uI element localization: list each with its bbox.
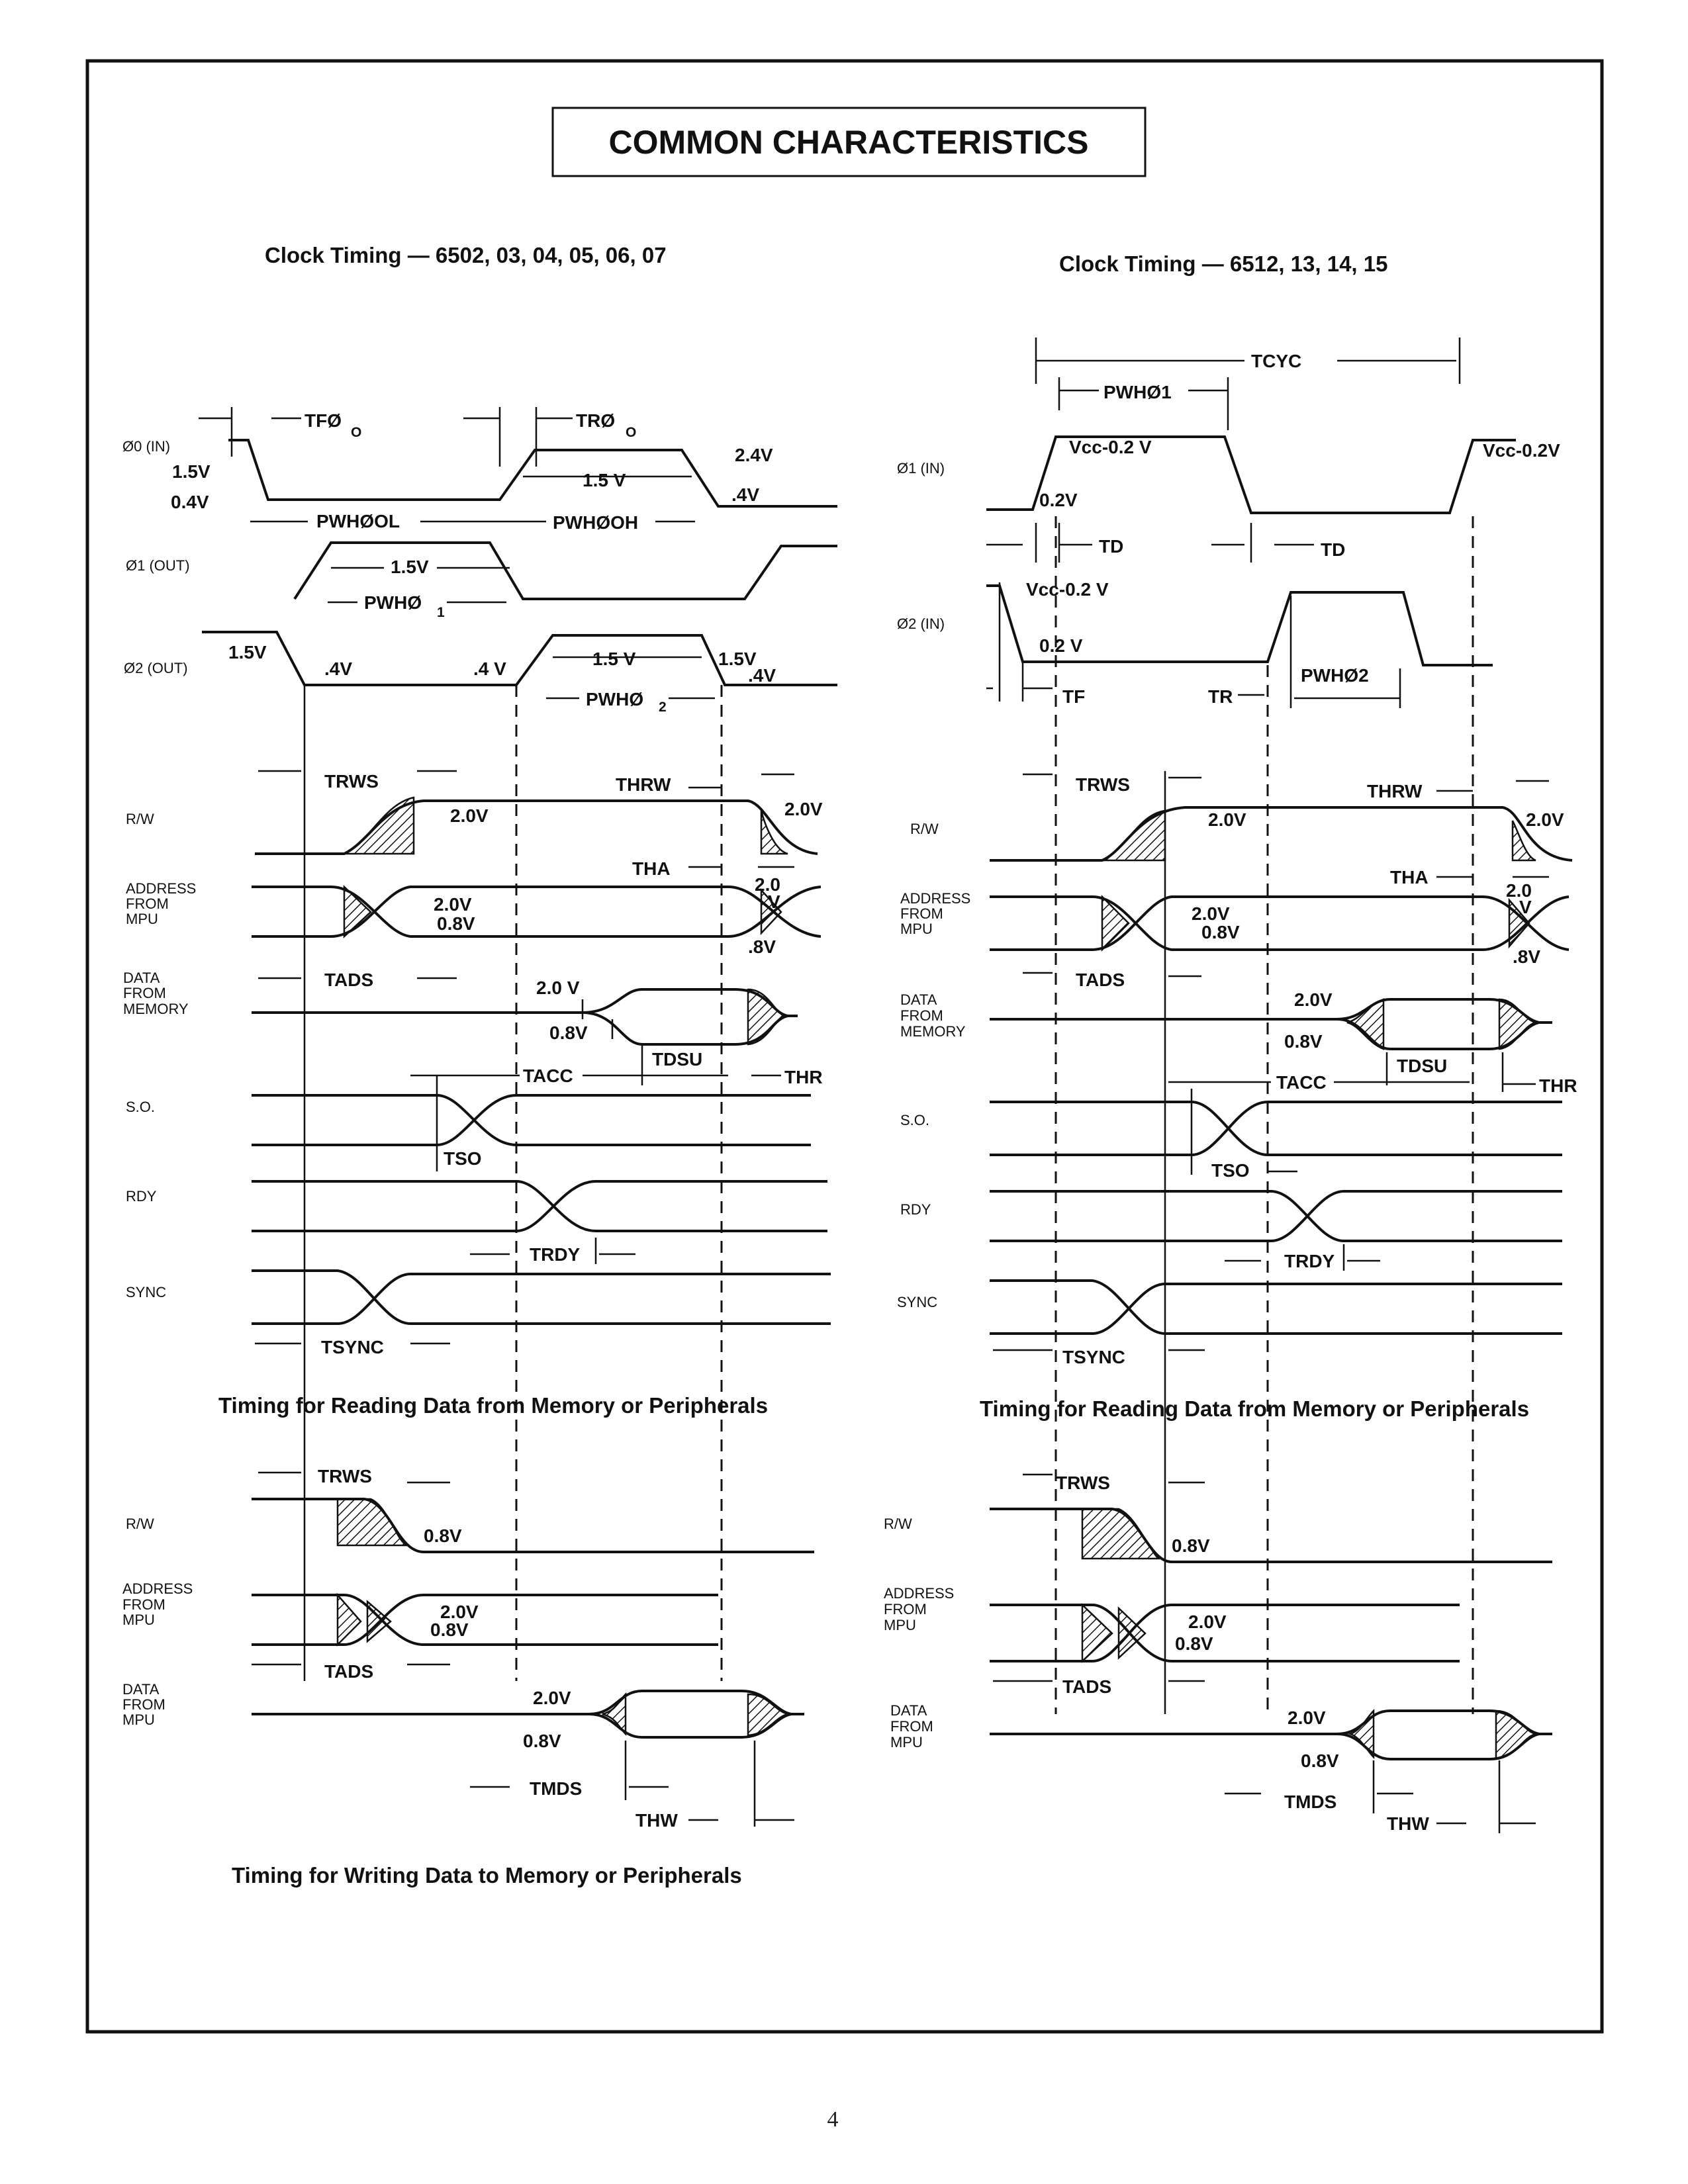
- left-read-section: [123, 771, 831, 1418]
- svg-text:2.0V: 2.0V: [1192, 903, 1230, 924]
- svg-text:2.4V: 2.4V: [735, 445, 773, 465]
- svg-text:.4V: .4V: [748, 665, 776, 686]
- signal-label-phi2-in: Ø2 (IN): [897, 615, 945, 632]
- svg-text:ADDRESS: ADDRESS: [122, 1580, 193, 1597]
- svg-text:ADDRESS: ADDRESS: [884, 1585, 955, 1602]
- svg-text:MPU: MPU: [122, 1711, 155, 1728]
- svg-text:Vcc-0.2 V: Vcc-0.2 V: [1069, 437, 1152, 457]
- svg-text:TRDY: TRDY: [1284, 1251, 1335, 1271]
- signal-label-phi1-out: Ø1 (OUT): [126, 557, 190, 574]
- svg-text:MEMORY: MEMORY: [123, 1001, 189, 1017]
- svg-text:0.4V: 0.4V: [171, 492, 209, 512]
- svg-text:1.5V: 1.5V: [228, 642, 267, 662]
- svg-text:TRWS: TRWS: [318, 1466, 372, 1486]
- svg-text:PWHØ1: PWHØ1: [1103, 382, 1172, 402]
- svg-text:THW: THW: [635, 1810, 678, 1831]
- svg-text:0.8V: 0.8V: [1284, 1031, 1323, 1052]
- right-rdy-waveform: [990, 1191, 1562, 1241]
- signal-label-so-right: S.O.: [900, 1112, 930, 1128]
- svg-text:ADDRESS: ADDRESS: [126, 880, 197, 897]
- signal-label-rw: R/W: [126, 811, 154, 827]
- svg-text:2.0 V: 2.0 V: [536, 978, 580, 998]
- svg-text:TSO: TSO: [1211, 1160, 1250, 1181]
- svg-text:0.2V: 0.2V: [1039, 490, 1078, 510]
- svg-text:TD: TD: [1099, 536, 1124, 557]
- left-address-waveform-a: [252, 887, 821, 936]
- svg-text:FROM: FROM: [123, 985, 166, 1001]
- svg-text:DATA: DATA: [890, 1702, 927, 1719]
- svg-text:O: O: [626, 425, 637, 440]
- svg-text:TMDS: TMDS: [1284, 1792, 1337, 1812]
- svg-text:FROM: FROM: [900, 905, 943, 922]
- svg-text:THW: THW: [1387, 1813, 1429, 1834]
- left-address-write-waveform-a: [252, 1595, 718, 1645]
- svg-text:0.8V: 0.8V: [430, 1619, 469, 1640]
- svg-text:2.0V: 2.0V: [533, 1688, 571, 1708]
- phi1-out-waveform: [295, 543, 837, 599]
- svg-text:Vcc-0.2V: Vcc-0.2V: [1483, 440, 1560, 461]
- svg-text:THA: THA: [1390, 867, 1429, 887]
- left-clock-section: [122, 407, 837, 715]
- svg-text:.8V: .8V: [1513, 946, 1541, 967]
- svg-text:0.8V: 0.8V: [1172, 1535, 1210, 1556]
- signal-label-rdy-right: RDY: [900, 1201, 931, 1218]
- svg-text:O: O: [351, 425, 362, 440]
- svg-text:TRWS: TRWS: [1056, 1473, 1110, 1493]
- svg-text:TF: TF: [1062, 686, 1086, 707]
- svg-text:TDSU: TDSU: [1397, 1056, 1448, 1076]
- svg-text:FROM: FROM: [890, 1718, 933, 1735]
- svg-text:0.8V: 0.8V: [523, 1731, 561, 1751]
- svg-text:0.8V: 0.8V: [1175, 1633, 1213, 1654]
- svg-text:2.0V: 2.0V: [1188, 1612, 1227, 1632]
- left-rdy-waveform-a: [252, 1181, 827, 1231]
- svg-text:DATA: DATA: [122, 1681, 160, 1698]
- right-address-waveform-a: [990, 897, 1569, 950]
- svg-text:ADDRESS: ADDRESS: [900, 890, 971, 907]
- svg-text:THRW: THRW: [1367, 781, 1423, 801]
- svg-text:2.0V: 2.0V: [1526, 809, 1564, 830]
- svg-text:MPU: MPU: [122, 1612, 155, 1628]
- svg-text:0.2 V: 0.2 V: [1039, 635, 1083, 656]
- svg-text:1.5V: 1.5V: [172, 461, 211, 482]
- svg-text:1.5 V: 1.5 V: [592, 649, 636, 669]
- svg-text:THR: THR: [1539, 1075, 1577, 1096]
- svg-text:0.8V: 0.8V: [549, 1023, 588, 1043]
- right-sync-waveform: [990, 1281, 1562, 1334]
- svg-text:TRDY: TRDY: [530, 1244, 581, 1265]
- svg-text:PWHØ: PWHØ: [586, 689, 644, 709]
- svg-text:.4V: .4V: [731, 484, 760, 505]
- right-data-write-waveform: [990, 1711, 1552, 1734]
- left-write-caption: Timing for Writing Data to Memory or Peripherals: [232, 1863, 742, 1888]
- svg-text:MPU: MPU: [884, 1617, 916, 1633]
- svg-text:1.5V: 1.5V: [718, 649, 757, 669]
- svg-text:.4 V: .4 V: [473, 659, 506, 679]
- signal-label-phi1-in: Ø1 (IN): [897, 460, 945, 477]
- svg-text:TADS: TADS: [324, 970, 374, 990]
- page-number: 4: [827, 2107, 839, 2132]
- right-rw-waveform: [990, 807, 1572, 860]
- svg-text:V: V: [1519, 897, 1532, 917]
- svg-text:DATA: DATA: [123, 970, 160, 986]
- svg-text:0.8V: 0.8V: [424, 1525, 462, 1546]
- svg-text:TFØ: TFØ: [305, 410, 342, 431]
- signal-label-sync: SYNC: [126, 1284, 167, 1300]
- svg-text:2.0V: 2.0V: [434, 894, 472, 915]
- svg-text:2.0V: 2.0V: [1294, 989, 1333, 1010]
- svg-text:1.5V: 1.5V: [391, 557, 429, 577]
- svg-text:0.8V: 0.8V: [437, 913, 475, 934]
- svg-text:MPU: MPU: [126, 911, 158, 927]
- svg-text:TRØ: TRØ: [576, 410, 616, 431]
- right-section-title: Clock Timing — 6512, 13, 14, 15: [1059, 251, 1388, 276]
- svg-text:TSO: TSO: [444, 1148, 482, 1169]
- svg-text:TADS: TADS: [1076, 970, 1125, 990]
- svg-text:THR: THR: [784, 1067, 823, 1087]
- svg-text:0.8V: 0.8V: [1301, 1751, 1339, 1771]
- svg-text:TR: TR: [1208, 686, 1233, 707]
- right-write-section: [884, 1473, 1552, 1834]
- svg-text:Vcc-0.2 V: Vcc-0.2 V: [1026, 579, 1109, 600]
- svg-text:.4V: .4V: [324, 659, 353, 679]
- svg-text:PWHØOL: PWHØOL: [316, 511, 400, 531]
- svg-text:FROM: FROM: [884, 1601, 927, 1617]
- signal-label-sync-right: SYNC: [897, 1294, 938, 1310]
- page-frame: [87, 61, 1602, 2032]
- svg-text:THA: THA: [632, 858, 671, 879]
- svg-text:2.0V: 2.0V: [1208, 809, 1246, 830]
- signal-label-so: S.O.: [126, 1099, 156, 1115]
- svg-text:TD: TD: [1321, 539, 1346, 560]
- svg-text:V: V: [768, 891, 780, 912]
- svg-text:PWHØOH: PWHØOH: [553, 512, 639, 533]
- svg-text:THRW: THRW: [616, 774, 671, 795]
- left-write-section: [122, 1466, 814, 1888]
- svg-text:DATA: DATA: [900, 991, 937, 1008]
- left-address-waveform-b: [252, 887, 821, 936]
- signal-label-rw-write: R/W: [126, 1516, 154, 1532]
- svg-text:FROM: FROM: [122, 1596, 165, 1613]
- svg-text:TDSU: TDSU: [652, 1049, 703, 1069]
- page-title: COMMON CHARACTERISTICS: [608, 124, 1089, 161]
- svg-text:TSYNC: TSYNC: [321, 1337, 384, 1357]
- svg-text:2.0V: 2.0V: [440, 1602, 479, 1622]
- svg-text:2.0V: 2.0V: [450, 805, 489, 826]
- svg-text:TSYNC: TSYNC: [1062, 1347, 1125, 1367]
- left-data-write-waveform: [252, 1691, 804, 1714]
- right-rw-write-waveform: [990, 1509, 1552, 1562]
- svg-text:TACC: TACC: [523, 1066, 573, 1086]
- signal-label-rw-write-right: R/W: [884, 1516, 912, 1532]
- signal-label-phi2-out: Ø2 (OUT): [124, 660, 188, 676]
- svg-text:TADS: TADS: [324, 1661, 374, 1682]
- svg-text:FROM: FROM: [126, 895, 169, 912]
- left-data-memory-waveform-a: [252, 989, 798, 1016]
- signal-label-phi0-in: Ø0 (IN): [122, 438, 171, 455]
- svg-text:FROM: FROM: [122, 1696, 165, 1713]
- svg-text:TRWS: TRWS: [1076, 774, 1130, 795]
- svg-text:PWHØ: PWHØ: [364, 592, 422, 613]
- svg-text:0.8V: 0.8V: [1201, 922, 1240, 942]
- svg-text:TMDS: TMDS: [530, 1778, 583, 1799]
- left-rw-waveform: [255, 801, 818, 854]
- svg-text:2.0V: 2.0V: [784, 799, 823, 819]
- svg-text:MPU: MPU: [900, 921, 933, 937]
- svg-text:2.0: 2.0: [755, 874, 780, 895]
- left-so-waveform-a: [252, 1095, 811, 1145]
- left-section-title: Clock Timing — 6502, 03, 04, 05, 06, 07: [265, 243, 667, 267]
- svg-text:TRWS: TRWS: [324, 771, 379, 792]
- right-clock-section: [897, 338, 1560, 708]
- right-so-waveform: [990, 1102, 1562, 1155]
- svg-text:MEMORY: MEMORY: [900, 1023, 966, 1040]
- right-read-section: [897, 774, 1577, 1421]
- left-rw-write-waveform: [252, 1499, 814, 1552]
- right-read-caption: Timing for Reading Data from Memory or Peripherals: [980, 1396, 1530, 1421]
- svg-text:2.0V: 2.0V: [1288, 1707, 1326, 1728]
- svg-text:.8V: .8V: [748, 936, 776, 957]
- svg-text:TACC: TACC: [1276, 1072, 1327, 1093]
- signal-label-rdy: RDY: [126, 1188, 157, 1205]
- right-data-memory-waveform: [990, 999, 1552, 1023]
- svg-text:FROM: FROM: [900, 1007, 943, 1024]
- svg-text:PWHØ2: PWHØ2: [1301, 665, 1369, 686]
- left-read-caption: Timing for Reading Data from Memory or Peripherals: [218, 1393, 769, 1418]
- signal-label-rw-right: R/W: [910, 821, 939, 837]
- svg-text:1: 1: [437, 605, 445, 620]
- svg-text:2: 2: [659, 700, 667, 715]
- svg-text:2.0: 2.0: [1506, 880, 1532, 901]
- svg-text:MPU: MPU: [890, 1734, 923, 1751]
- svg-text:TCYC: TCYC: [1251, 351, 1302, 371]
- svg-text:1.5 V: 1.5 V: [583, 470, 626, 490]
- svg-text:TADS: TADS: [1062, 1676, 1112, 1697]
- left-sync-waveform-a: [252, 1271, 831, 1324]
